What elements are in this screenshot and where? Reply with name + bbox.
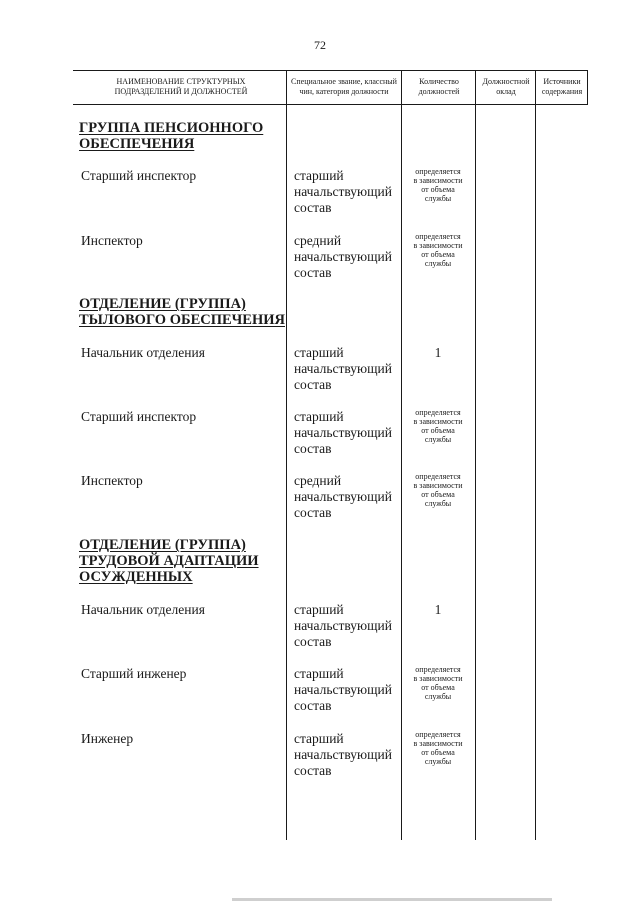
position-rank: старший начальствующий состав <box>294 666 392 713</box>
position-name: Инспектор <box>81 473 143 488</box>
position-rank: старший начальствующий состав <box>294 168 392 215</box>
position-count: определяется в зависимости от объема службы <box>413 408 463 444</box>
section-title: ОТДЕЛЕНИЕ (ГРУППА) ТЫЛОВОГО ОБЕСПЕЧЕНИЯ <box>79 296 286 328</box>
position-rank: старший начальствующий состав <box>294 409 392 456</box>
position-rank: средний начальствующий состав <box>294 473 392 520</box>
position-name: Начальник отделения <box>81 345 205 360</box>
header-salary: Должностной оклад <box>482 77 530 96</box>
header-name: НАИМЕНОВАНИЕ СТРУКТУРНЫХ ПОДРАЗДЕЛЕНИЙ И ДОЛЖНОСТЕЙ <box>114 77 248 96</box>
section-title: ГРУППА ПЕНСИОННОГО ОБЕСПЕЧЕНИЯ <box>79 120 264 152</box>
page-number: 72 <box>314 38 326 52</box>
position-name: Инженер <box>81 731 134 746</box>
column-divider <box>587 70 588 104</box>
position-count: определяется в зависимости от объема службы <box>413 730 463 766</box>
column-divider <box>286 70 287 840</box>
column-divider <box>475 70 476 840</box>
position-name: Начальник отделения <box>81 602 205 617</box>
position-name: Старший инспектор <box>81 409 197 424</box>
header-count: Количество должностей <box>418 77 460 96</box>
position-rank: средний начальствующий состав <box>294 233 392 280</box>
position-count: определяется в зависимости от объема службы <box>413 167 463 203</box>
position-name: Инспектор <box>81 233 143 248</box>
position-name: Старший инженер <box>81 666 187 681</box>
position-count: определяется в зависимости от объема службы <box>413 232 463 268</box>
header-source: Источники содержания <box>541 77 583 96</box>
position-count: определяется в зависимости от объема службы <box>413 665 463 701</box>
position-rank: старший начальствующий состав <box>294 731 392 778</box>
position-count: определяется в зависимости от объема службы <box>413 472 463 508</box>
position-count: 1 <box>434 345 442 360</box>
position-count: 1 <box>434 602 442 617</box>
position-rank: старший начальствующий состав <box>294 345 392 392</box>
staffing-table <box>73 70 588 840</box>
position-name: Старший инспектор <box>81 168 197 183</box>
header-bottom-rule <box>73 104 588 105</box>
position-rank: старший начальствующий состав <box>294 602 392 649</box>
section-title: ОТДЕЛЕНИЕ (ГРУППА) ТРУДОВОЙ АДАПТАЦИИ ОСУЖДЕННЫХ <box>79 537 259 585</box>
scan-edge-mark <box>232 898 552 901</box>
column-divider <box>535 70 536 840</box>
header-rank: Специальное звание, классный чин, категория должности <box>291 77 397 96</box>
